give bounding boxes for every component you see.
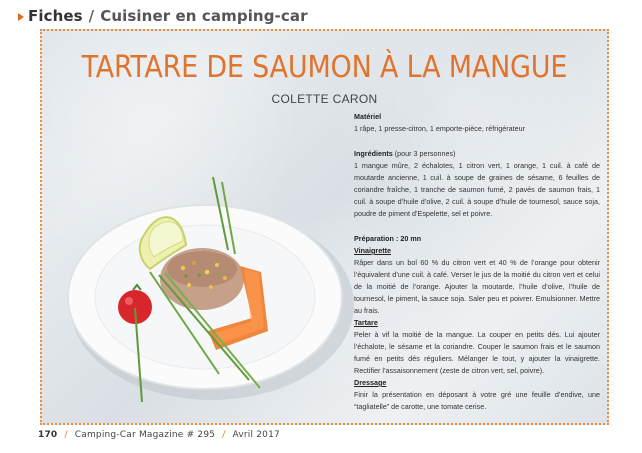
vinaigrette-text: Râper dans un bol 60 % du citron vert et 40 % de l’orange pour obtenir l’équivalent d’une cuil. à café. Verser le jus de la moitié du citron vert et celui de la moitié de l’orange. Ajouter la moutarde, l’huile d’olive, l’huile de tournesol, le piment, la sauce soja. Saler peu et poivrer. Emulsionner. Mettre au frais. <box>354 258 600 315</box>
dish-illustration <box>62 177 372 403</box>
preparation-label: Préparation : 20 mn <box>354 234 422 243</box>
ingredients-text: 1 mangue mûre, 2 échalotes, 1 citron vert, 1 orange, 1 cuil. à café de moutarde ancienne, 1 cuil. à soupe de graines de sésame, 6 feuilles de coriandre fraîche, 1 tranche de saumon fumé, 2 pavés de saumon frais, 1 cuil. à soupe d’huile d’olive, 2 cuil. à soupe d’huile de tournesol, sauce soja, poudre de piment d’Espelette, sel et poivre. <box>354 161 600 218</box>
section-arrow-icon <box>18 13 24 21</box>
ingredients-heading <box>354 148 600 160</box>
recipe-card <box>40 29 609 425</box>
recipe-content <box>354 111 600 413</box>
materiel-label: Matériel <box>354 112 382 121</box>
footer-page-number: 170 <box>38 430 58 440</box>
footer-issue-date: Avril 2017 <box>232 430 280 440</box>
footer-slash-1: / <box>64 430 68 440</box>
dressage-label: Dressage <box>354 378 387 387</box>
header-section: Fiches <box>28 7 83 25</box>
ingredients-label: Ingrédients <box>354 149 393 158</box>
preparation-block <box>354 233 600 413</box>
page-footer <box>38 430 280 440</box>
recipe-title: TARTARE DE SAUMON À LA MANGUE <box>81 50 568 85</box>
header-subtitle: Cuisiner en camping-car <box>100 7 308 25</box>
footer-slash-2: / <box>222 430 226 440</box>
header-separator: / <box>88 7 95 25</box>
recipe-author: COLETTE CARON <box>271 92 378 106</box>
ingredients-qualifier: (pour 3 personnes) <box>394 149 456 158</box>
tartare-text: Peler à vif la moitié de la mangue. La couper en petits dés. Lui ajouter l’échalote, le sésame et la coriandre. Couper le saumon frais et le saumon fumé en petits dés réguliers. Mélanger le tout, y ajouter la vinaigrette. Rectifier l’assaisonnement (zeste de citron vert, sel, poivre). <box>354 330 600 375</box>
tartare-top <box>167 251 237 287</box>
vinaigrette-label: Vinaigrette <box>354 246 392 255</box>
ingredients-block <box>354 148 600 220</box>
materiel-text: 1 râpe, 1 presse-citron, 1 emporte-pièce, réfrigérateur <box>354 124 525 133</box>
footer-publication: Camping-Car Magazine # 295 <box>74 430 216 440</box>
page-header <box>18 4 308 28</box>
tartare-label: Tartare <box>354 318 378 327</box>
materiel-block <box>354 111 600 135</box>
dressage-text: Finir la présentation en déposant à votre gré une feuille d’endive, une “tagliatelle” de carotte, une tomate cerise. <box>354 390 600 411</box>
